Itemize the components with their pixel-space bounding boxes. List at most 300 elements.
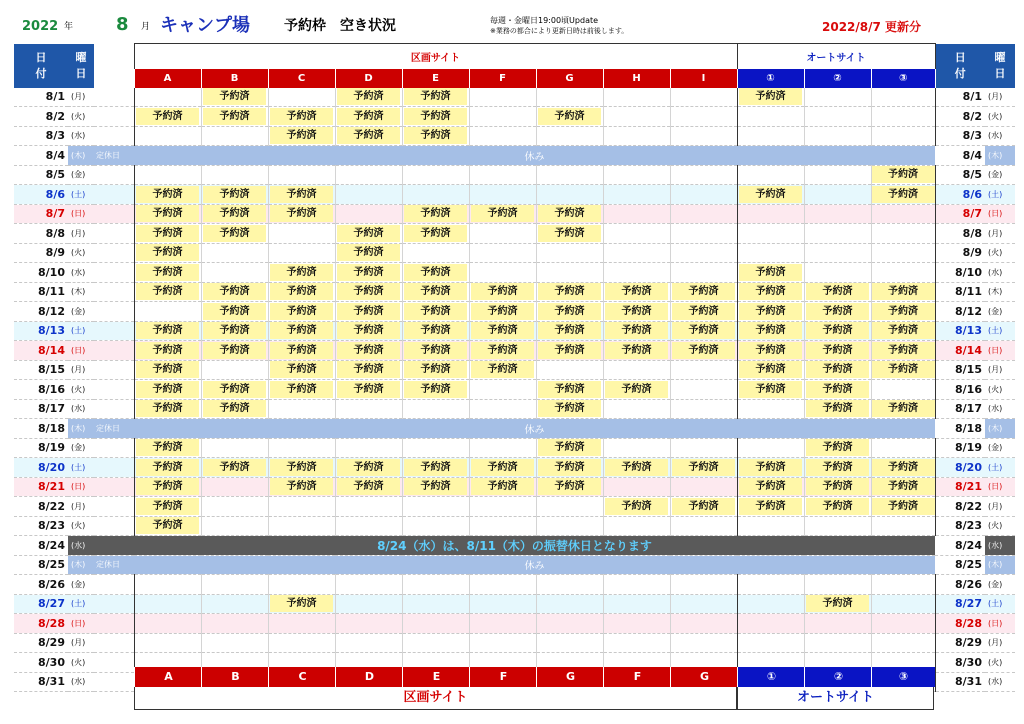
zone-slot-B [201,126,268,146]
table-row [14,458,1015,478]
zone-slot-C [268,88,335,107]
auto-slot-1 [737,321,804,341]
auto-slot-3 [871,438,935,458]
zone-slot-D [335,341,402,361]
auto-slot-2 [804,341,871,361]
reserved-badge: 予約済 [471,205,534,222]
row-date-right: 8/4 [935,146,985,166]
reserved-badge: 予約済 [136,381,199,398]
reserved-badge: 予約済 [605,322,668,339]
reserved-badge: 予約済 [806,595,869,612]
zone-slot-I [670,282,737,302]
row-gap [94,594,134,614]
zone-slot-A [134,302,201,322]
row-date-right: 8/12 [935,302,985,322]
reserved-badge: 予約済 [872,342,935,359]
reserved-badge: 予約済 [270,342,333,359]
zone-slot-A [134,243,201,263]
zone-slot-E [402,360,469,380]
zone-slot-E [402,302,469,322]
auto-slot-2 [804,126,871,146]
reserved-badge: 予約済 [806,342,869,359]
reserved-badge: 予約済 [136,225,199,242]
zone-slot-E [402,477,469,497]
table-row [14,594,1015,614]
zone-slot-C [268,477,335,497]
auto-slot-3 [871,321,935,341]
zone-slot-H [603,360,670,380]
zone-slot-F [469,360,536,380]
zone-column-D: D [335,69,402,88]
auto-slot-2 [804,282,871,302]
reserved-badge: 予約済 [806,478,869,495]
zone-slot-F [469,575,536,595]
zone-slot-C [268,165,335,185]
row-date: 8/30 [14,653,68,673]
reserved-badge: 予約済 [136,205,199,222]
row-date-right: 8/23 [935,516,985,536]
zone-slot-G [536,477,603,497]
table-row [14,575,1015,595]
reserved-badge: 予約済 [872,459,935,476]
zone-slot-E [402,458,469,478]
row-dow-right: (火) [985,516,1015,536]
auto-slot-1 [737,360,804,380]
zone-slot-G [536,399,603,419]
row-date-right: 8/28 [935,614,985,634]
zone-slot-E [402,341,469,361]
table-row [14,165,1015,185]
row-dow-right: (土) [985,458,1015,478]
auto-slot-1 [737,614,804,634]
zone-slot-C [268,594,335,614]
reserved-badge: 予約済 [471,459,534,476]
reserved-badge: 予約済 [806,381,869,398]
row-date: 8/23 [14,516,68,536]
row-dow-right: (木) [985,146,1015,166]
reserved-badge: 予約済 [739,498,802,515]
table-row [14,399,1015,419]
zone-slot-D [335,224,402,244]
reserved-badge: 予約済 [538,459,601,476]
reserved-badge: 予約済 [136,517,199,534]
zone-slot-D [335,88,402,107]
reserved-badge: 予約済 [337,342,400,359]
regular-holiday-tag: 定休日 [94,146,134,166]
zone-slot-E [402,88,469,107]
zone-column-A: A [134,69,201,88]
zone-slot-C [268,224,335,244]
auto-slot-3 [871,594,935,614]
table-row [14,341,1015,361]
zone-slot-C [268,126,335,146]
zone-slot-B [201,360,268,380]
auto-slot-3 [871,302,935,322]
zone-slot-A [134,399,201,419]
row-dow-right: (水) [985,672,1015,692]
zone-slot-A [134,282,201,302]
zone-slot-A [134,458,201,478]
reserved-badge: 予約済 [203,225,266,242]
row-dow: (火) [68,243,94,263]
reserved-badge: 予約済 [538,205,601,222]
auto-slot-1 [737,380,804,400]
reserved-badge: 予約済 [203,381,266,398]
zone-slot-H [603,380,670,400]
zone-slot-A [134,263,201,283]
zone-slot-D [335,126,402,146]
row-dow-right: (水) [985,126,1015,146]
zone-slot-B [201,594,268,614]
zone-slot-A [134,204,201,224]
row-gap [94,653,134,673]
reserved-badge: 予約済 [404,459,467,476]
reserved-badge: 予約済 [337,127,400,144]
reserved-badge: 予約済 [872,322,935,339]
reserved-badge: 予約済 [806,361,869,378]
row-date-right: 8/15 [935,360,985,380]
auto-slot-2 [804,458,871,478]
reserved-badge: 予約済 [739,459,802,476]
zone-slot-H [603,165,670,185]
zone-slot-I [670,88,737,107]
zone-slot-G [536,224,603,244]
auto-slot-1 [737,263,804,283]
zone-slot-C [268,360,335,380]
reserved-badge: 予約済 [270,108,333,125]
reserved-badge: 予約済 [404,108,467,125]
table-row [14,438,1015,458]
auto-slot-3 [871,282,935,302]
zone-slot-E [402,165,469,185]
reserved-badge: 予約済 [404,342,467,359]
zone-slot-A [134,321,201,341]
zone-slot-I [670,594,737,614]
auto-slot-3 [871,185,935,205]
table-row [14,107,1015,127]
zone-slot-B [201,263,268,283]
zone-slot-C [268,302,335,322]
zone-slot-I [670,458,737,478]
reserved-badge: 予約済 [270,381,333,398]
reserved-badge: 予約済 [404,264,467,281]
zone-slot-E [402,594,469,614]
reserved-badge: 予約済 [538,478,601,495]
zone-slot-C [268,282,335,302]
zone-slot-G [536,380,603,400]
zone-slot-I [670,126,737,146]
zone-slot-A [134,380,201,400]
row-date-right: 8/17 [935,399,985,419]
row-dow: (金) [68,575,94,595]
zone-slot-I [670,204,737,224]
auto-column-3: ③ [871,69,935,88]
row-dow: (土) [68,185,94,205]
right-date-header: 日 付 [935,44,985,88]
footer-auto-column-3: ③ [871,667,935,687]
zone-slot-I [670,243,737,263]
right-dow-header: 曜 日 [985,44,1015,88]
row-date: 8/3 [14,126,68,146]
auto-slot-3 [871,341,935,361]
zone-slot-H [603,594,670,614]
reserved-badge: 予約済 [404,322,467,339]
reserved-badge: 予約済 [203,283,266,300]
zone-slot-D [335,399,402,419]
zone-slot-G [536,614,603,634]
reserved-badge: 予約済 [739,361,802,378]
zone-slot-G [536,263,603,283]
zone-slot-G [536,360,603,380]
row-dow-right: (水) [985,536,1015,556]
row-date-right: 8/9 [935,243,985,263]
zone-slot-A [134,438,201,458]
row-date-right: 8/6 [935,185,985,205]
auto-slot-1 [737,224,804,244]
zone-slot-F [469,224,536,244]
zone-slot-G [536,341,603,361]
reserved-badge: 予約済 [806,439,869,456]
zone-slot-I [670,341,737,361]
zone-slot-H [603,243,670,263]
zone-slot-A [134,575,201,595]
zone-slot-A [134,360,201,380]
zone-slot-I [670,516,737,536]
table-row [14,282,1015,302]
row-date-right: 8/27 [935,594,985,614]
table-row [14,88,1015,107]
auto-slot-3 [871,614,935,634]
zone-column-B: B [201,69,268,88]
availability-table [14,43,1015,692]
row-dow-right: (木) [985,419,1015,439]
row-dow-right: (火) [985,653,1015,673]
row-gap [94,633,134,653]
zone-slot-G [536,458,603,478]
zone-slot-F [469,614,536,634]
zone-slot-B [201,88,268,107]
row-date-right: 8/24 [935,536,985,556]
row-date-right: 8/29 [935,633,985,653]
row-date: 8/31 [14,672,68,692]
zone-slot-H [603,107,670,127]
row-dow-right: (月) [985,360,1015,380]
reserved-badge: 予約済 [872,283,935,300]
zone-slot-G [536,165,603,185]
zone-slot-D [335,263,402,283]
reserved-badge: 予約済 [270,205,333,222]
row-dow-right: (月) [985,224,1015,244]
reserved-badge: 予約済 [806,283,869,300]
row-dow-right: (木) [985,555,1015,575]
reserved-badge: 予約済 [872,400,935,417]
reserved-badge: 予約済 [471,342,534,359]
zone-slot-F [469,399,536,419]
zone-slot-B [201,282,268,302]
auto-slot-3 [871,380,935,400]
zone-slot-B [201,380,268,400]
zone-slot-F [469,633,536,653]
row-gap [94,243,134,263]
row-date-right: 8/7 [935,204,985,224]
reserved-badge: 予約済 [203,459,266,476]
row-dow-right: (月) [985,497,1015,517]
row-date: 8/18 [14,419,68,439]
zone-slot-B [201,516,268,536]
row-dow: (金) [68,165,94,185]
reserved-badge: 予約済 [404,225,467,242]
table-row [14,204,1015,224]
row-date-right: 8/10 [935,263,985,283]
table-row [14,380,1015,400]
zone-slot-B [201,497,268,517]
year-suffix: 年 [64,22,74,32]
reserved-badge: 予約済 [270,127,333,144]
zone-slot-B [201,321,268,341]
auto-slot-3 [871,633,935,653]
zone-slot-B [201,224,268,244]
reserved-badge: 予約済 [538,225,601,242]
zone-column-I: I [670,69,737,88]
row-dow-right: (土) [985,185,1015,205]
row-dow-right: (月) [985,88,1015,107]
reserved-badge: 予約済 [270,303,333,320]
zone-slot-G [536,126,603,146]
zone-slot-C [268,380,335,400]
row-date-right: 8/18 [935,419,985,439]
auto-slot-3 [871,360,935,380]
row-gap [94,341,134,361]
row-date: 8/6 [14,185,68,205]
reserved-badge: 予約済 [337,244,400,261]
row-date: 8/20 [14,458,68,478]
row-gap [94,302,134,322]
row-dow-right: (火) [985,243,1015,263]
zone-slot-H [603,88,670,107]
reserved-badge: 予約済 [270,264,333,281]
zone-slot-A [134,477,201,497]
zone-slot-A [134,126,201,146]
zone-slot-B [201,438,268,458]
row-dow-right: (火) [985,107,1015,127]
auto-slot-2 [804,88,871,107]
table-row [14,321,1015,341]
reserved-badge: 予約済 [872,166,935,183]
reserved-badge: 予約済 [739,264,802,281]
reserved-badge: 予約済 [270,361,333,378]
reserved-badge: 予約済 [203,322,266,339]
auto-slot-1 [737,575,804,595]
zone-slot-H [603,438,670,458]
row-dow: (火) [68,107,94,127]
zone-slot-D [335,282,402,302]
zone-slot-B [201,614,268,634]
zone-slot-I [670,633,737,653]
auto-slot-1 [737,204,804,224]
zone-slot-E [402,321,469,341]
zone-slot-C [268,399,335,419]
row-gap [94,165,134,185]
zone-slot-B [201,575,268,595]
row-dow: (金) [68,438,94,458]
zone-slot-G [536,243,603,263]
row-date: 8/22 [14,497,68,517]
reserved-badge: 予約済 [136,244,199,261]
row-date-right: 8/3 [935,126,985,146]
reserved-badge: 予約済 [337,108,400,125]
zone-slot-H [603,204,670,224]
row-date-right: 8/8 [935,224,985,244]
auto-slot-1 [737,88,804,107]
row-date-right: 8/30 [935,653,985,673]
row-date: 8/12 [14,302,68,322]
reserved-badge: 予約済 [471,361,534,378]
row-dow-right: (日) [985,477,1015,497]
auto-slot-2 [804,477,871,497]
row-gap [94,88,134,107]
auto-slot-1 [737,107,804,127]
auto-column-1: ① [737,69,804,88]
zone-slot-G [536,575,603,595]
zone-slot-H [603,341,670,361]
zone-slot-F [469,282,536,302]
zone-slot-B [201,633,268,653]
row-dow-right: (土) [985,594,1015,614]
month-suffix: 月 [141,22,151,32]
reserved-badge: 予約済 [404,303,467,320]
reserved-badge: 予約済 [739,342,802,359]
zone-slot-A [134,633,201,653]
reserved-badge: 予約済 [538,108,601,125]
auto-slot-1 [737,458,804,478]
auto-slot-2 [804,594,871,614]
zone-slot-H [603,477,670,497]
auto-slot-1 [737,516,804,536]
reserved-badge: 予約済 [136,186,199,203]
zone-slot-E [402,243,469,263]
table-row [14,126,1015,146]
zone-slot-D [335,243,402,263]
reserved-badge: 予約済 [337,478,400,495]
zone-slot-B [201,399,268,419]
reserved-badge: 予約済 [337,361,400,378]
row-gap [94,477,134,497]
reserved-badge: 予約済 [605,498,668,515]
reserved-badge: 予約済 [471,303,534,320]
row-dow-right: (水) [985,263,1015,283]
zone-slot-H [603,614,670,634]
zone-slot-C [268,516,335,536]
reserved-badge: 予約済 [203,342,266,359]
reserved-badge: 予約済 [872,478,935,495]
reserved-badge: 予約済 [538,342,601,359]
zone-slot-B [201,107,268,127]
zone-slot-C [268,185,335,205]
zone-slot-E [402,126,469,146]
zone-slot-H [603,399,670,419]
auto-slot-2 [804,614,871,634]
zone-slot-E [402,263,469,283]
row-dow: (火) [68,380,94,400]
auto-slot-3 [871,165,935,185]
row-date: 8/13 [14,321,68,341]
reserved-badge: 予約済 [404,127,467,144]
row-date: 8/1 [14,88,68,107]
regular-holiday-tag: 定休日 [94,419,134,439]
reserved-badge: 予約済 [270,459,333,476]
reserved-badge: 予約済 [872,186,935,203]
row-date: 8/8 [14,224,68,244]
